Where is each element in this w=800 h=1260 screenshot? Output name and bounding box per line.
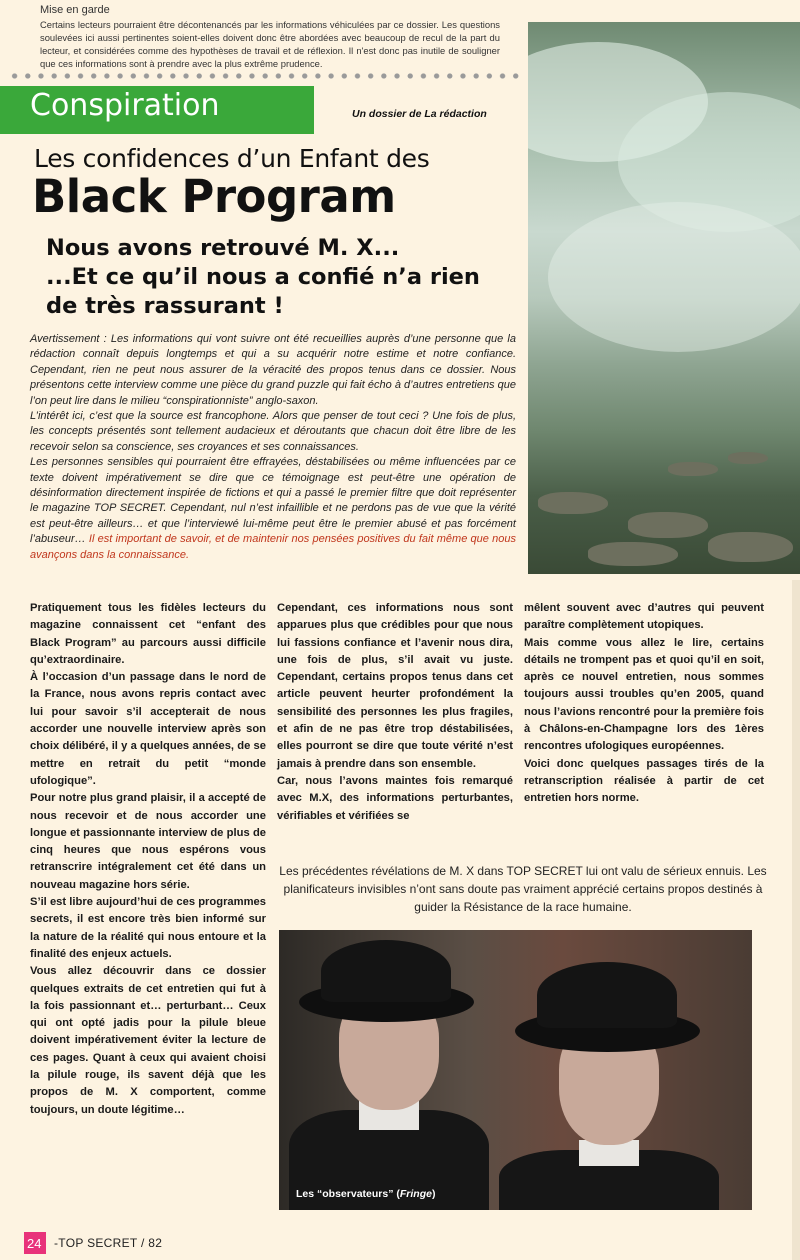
magazine-issue: -TOP SECRET / 82 bbox=[54, 1236, 163, 1250]
warning-text: Certains lecteurs pourraient être décontenancés par les informations véhiculées par ce dossier. Les questions soulevées ici aussi pertinentes soient-elles doivent donc être abordées avec beaucoup de recul de la part du lecteur, et considérées comme des hypothèses de travail et de réflexion. Il n'est donc pas inutile de souligner que ces informations sont à prendre avec la plus extrême prudence. bbox=[40, 19, 500, 69]
subheadline-line3: de très rassurant ! bbox=[46, 293, 284, 319]
intro-paragraph-1: Avertissement : Les informations qui vont suivre ont été recueillies auprès d’une personne que la rédaction connaît depuis longtemps et qui a su acquérir notre estime et notre confiance. Cependant, rien ne peut nous assurer de la véracité des propos tenus dans ce dossier. Nous présentons cette interview comme une pièce du grand puzzle qui fait écho à d’autres entretiens que l’on peut lire dans le milieu “conspirationniste” anglo-saxon. bbox=[30, 333, 516, 407]
intro-paragraph-2: L’intérêt ici, c’est que la source est francophone. Alors que penser de tout ceci ? Une fois de plus, les concepts présentés sont tellement audacieux et déroutants que chacun doit être libre de les recevoir selon sa conscience, ses croyances et ses connaissances. bbox=[30, 410, 516, 453]
body-paragraph: À l’occasion d’un passage dans le nord de la France, nous avons repris contact avec lui pour savoir s’il accepterait de nous accorder une nouvelle interview après son choix délibéré, il y a quelques années, de se mettre en retrait du petit “monde ufologique”. bbox=[30, 671, 266, 787]
body-column-3 bbox=[524, 600, 764, 808]
body-column-2 bbox=[277, 600, 513, 825]
body-paragraph: Pour notre plus grand plaisir, il a accepté de nous recevoir et de nous accorder une longue et passionnante interview de plus de cinq heures que nous espérons vous retranscrire intégralement cet été dans un nouveau magazine hors série. bbox=[30, 792, 266, 891]
photo-caption-italic: Fringe bbox=[399, 1188, 432, 1200]
observers-photo bbox=[279, 930, 752, 1210]
page-number: 24 bbox=[27, 1236, 42, 1251]
body-paragraph: mêlent souvent avec d’autres qui peuvent paraître complètement utopiques. bbox=[524, 602, 764, 632]
headline-line1: Les confidences d’un Enfant des bbox=[34, 144, 430, 173]
page-edge bbox=[792, 580, 800, 1260]
warning-title: Mise en garde bbox=[40, 4, 110, 16]
body-column-1 bbox=[30, 600, 266, 1119]
photo-intro-caption: Les précédentes révélations de M. X dans TOP SECRET lui ont valu de sérieux ennuis. Les planificateurs invisibles n’ont sans doute pas vraiment apprécié certains propos destinés à guider la Résistance de la race humaine. bbox=[279, 864, 767, 914]
body-paragraph: Pratiquement tous les fidèles lecteurs du magazine connaissent cet “enfant des Black Program” au parcours aussi difficile qu’extraordinaire. bbox=[30, 602, 266, 666]
hero-image bbox=[528, 22, 800, 574]
intro-paragraph-3-text: Les personnes sensibles qui pourraient être effrayées, déstabilisées ou même influencées par ce texte doivent impérativement se dire que ce témoignage est peut-être une opération de désinformation directement inspirée de fictions et qui a passé le premier filtre que doit représenter le magazine TOP SECRET. Cependant, nul n’est infaillible et ne perdons pas de vue que la vérité est peut-être ailleurs… et que l’interviewé lui-même peut être le premier abusé et pas forcément l’abuseur… bbox=[30, 456, 516, 546]
body-paragraph: Voici donc quelques passages tirés de la retranscription réalisée à partir de cet entretien hors norme. bbox=[524, 757, 764, 805]
subheadline bbox=[46, 234, 480, 321]
intro-warning bbox=[30, 332, 516, 563]
body-paragraph: Cependant, ces informations nous sont apparues plus que crédibles pour que nous lui fassions confiance et l’avenir nous dira, une fois de plus, s’il avait vu juste. Cependant, certains propos tenus dans cet article peuvent heurter profondément la sensibilité des personnes les plus fragiles, et afin de ne pas être trop déstabilisées, elles pourront se dire que toute vérité n’est jamais à prendre dans son ensemble. bbox=[277, 602, 513, 770]
headline-line2: Black Program bbox=[32, 170, 396, 223]
intro-paragraph-3 bbox=[30, 455, 516, 563]
body-paragraph: S’il est libre aujourd’hui de ces programmes secrets, il est encore très bien informé sur la nature de la réalité qui nous entoure et la finalité des enjeux actuels. bbox=[30, 896, 266, 960]
photo-caption bbox=[296, 1188, 435, 1200]
photo-caption-end: ) bbox=[431, 1188, 436, 1200]
body-paragraph: Mais comme vous allez le lire, certains détails ne trompent pas et quoi qu’il en soit, après ce nouvel entretien, nous sommes toujours aussi troubles qu’en 2005, quand nous l’avions rencontré pour la première fois à Châlons-en-Champagne lors des 1ères rencontres ufologiques européennes. bbox=[524, 636, 764, 753]
byline: Un dossier de La rédaction bbox=[352, 108, 487, 120]
section-banner-label: Conspiration bbox=[30, 88, 220, 123]
photo-caption-text: Les “observateurs” ( bbox=[296, 1188, 400, 1200]
subheadline-line2: ...Et ce qu’il nous a confié n’a rien bbox=[46, 264, 480, 290]
body-paragraph: Vous allez découvrir dans ce dossier quelques extraits de cet entretien qui fut à la fois passionnant et… perturbant… Ceux qui ont opté jadis pour la pilule bleue doivent impérativement éviter la lecture de ces pages. Quant à ceux qui avaient choisi la pilule rouge, ils savent déjà que les propos de M. X comportent, comme toujours, un doute légitime… bbox=[30, 965, 266, 1116]
subheadline-line1: Nous avons retrouvé M. X... bbox=[46, 235, 400, 261]
body-paragraph: Car, nous l’avons maintes fois remarqué avec M.X, des informations perturbantes, vérifiables et vérifiées se bbox=[277, 774, 513, 822]
intro-highlight: Il est important de savoir, et de maintenir nos pensées positives du fait même que nous avançons dans la connaissance. bbox=[30, 533, 517, 561]
dotted-divider bbox=[8, 72, 522, 80]
